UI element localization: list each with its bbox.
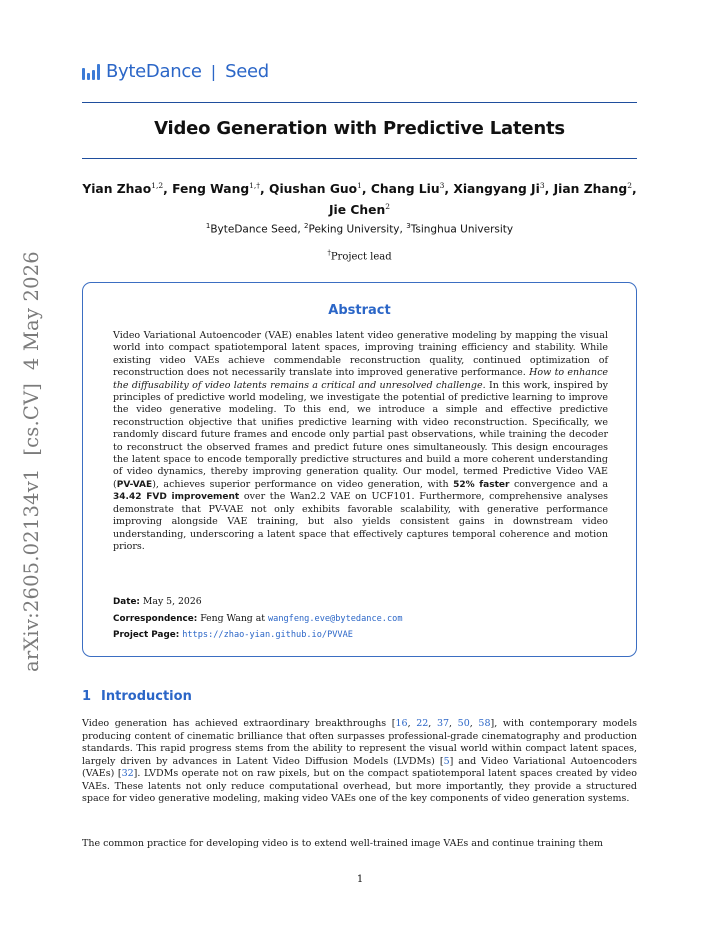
project-page-link[interactable]: https://zhao-yian.github.io/PVVAE	[182, 630, 353, 640]
abstract-sentence: ), achieves superior performance on video generation, with	[152, 478, 454, 490]
affil-mark: 2	[304, 222, 309, 230]
section-title: Introduction	[101, 689, 192, 704]
author-separator: ,	[361, 182, 371, 197]
author-affil-mark: 2	[385, 202, 391, 212]
dagger-mark: †	[327, 249, 331, 257]
author-separator: ,	[632, 182, 637, 197]
author-list	[82, 177, 637, 219]
author-name: Chang Liu	[370, 182, 440, 197]
abstract-box	[82, 282, 637, 657]
author-affil-mark: 1,†	[249, 181, 261, 190]
citation-link[interactable]: 58	[478, 718, 491, 729]
affil-mark: 3	[406, 222, 411, 230]
author-name: Feng Wang	[172, 182, 250, 197]
project-lead-note	[82, 249, 637, 262]
project-lead-text: Project lead	[330, 251, 392, 263]
affil-separator: ,	[297, 223, 305, 236]
intro-paragraph-2: The common practice for developing video is to extend well-trained image VAEs and continue training them	[82, 838, 604, 849]
author-name: Yian Zhao	[82, 182, 152, 197]
intro-text: ]. LVDMs operate not on raw pixels, but on the compact spatiotemporal latent spaces created by video VAEs. These latents not only reduce computational overhead, but more importantly, they provide a structured space for video generative modeling, making video VAEs one of the key components of video generation systems.	[82, 768, 638, 804]
author-affil-mark: 2	[627, 181, 633, 190]
project-page-label: Project Page:	[113, 630, 180, 640]
affiliations	[82, 222, 637, 236]
citation-link[interactable]: 37	[436, 718, 450, 729]
date-line	[113, 594, 403, 611]
project-page-line	[113, 627, 403, 644]
bytedance-seed-logo	[82, 61, 269, 82]
affiliation-name: ByteDance Seed	[210, 223, 298, 236]
correspondence-line	[113, 611, 403, 628]
affil-separator: ,	[399, 223, 407, 236]
correspondence-email-link[interactable]: wangfeng.eve@bytedance.com	[267, 613, 403, 624]
speedup-highlight: 52% faster	[453, 479, 510, 490]
author-affil-mark: 1,2	[151, 181, 164, 190]
abstract-heading: Abstract	[328, 303, 391, 318]
date-label: Date:	[113, 597, 140, 607]
author-separator: ,	[260, 182, 269, 197]
model-name: PV-VAE	[116, 479, 153, 490]
top-rule	[82, 102, 637, 103]
intro-text: Video generation has achieved extraordinary breakthroughs [	[82, 718, 396, 729]
correspondence-label: Correspondence:	[113, 613, 198, 624]
author-affil-mark: 1	[357, 181, 362, 190]
author-separator: ,	[544, 182, 554, 197]
author-affil-mark: 3	[539, 181, 545, 190]
paper-title: Video Generation with Predictive Latents	[154, 118, 565, 139]
paper-meta	[113, 594, 403, 644]
date-value: May 5, 2026	[142, 596, 202, 607]
citation-link[interactable]: 16	[395, 718, 408, 729]
affiliation-name: Peking University	[308, 223, 400, 236]
page-number: 1	[356, 874, 364, 885]
affiliation-name: Tsinghua University	[410, 223, 514, 236]
citation-link[interactable]: 22	[416, 718, 429, 729]
abstract-sentence: over the Wan2.2 VAE on UCF101. Furthermore, comprehensive analyses demonstrate that PV-VAE not only exhibits favorable scalability, with generative performance improving alongside VAE training, but also yields consistent gains in downstream video understanding, underscoring a latent space that effectively captures temporal coherence and motion priors.	[113, 491, 608, 552]
brand-name: ByteDance	[106, 61, 202, 82]
author-name: Jie Chen	[328, 203, 386, 218]
section-heading	[82, 689, 192, 704]
brand-separator: |	[210, 62, 217, 81]
abstract-sentence: convergence and a	[509, 478, 608, 490]
author-name: Jian Zhang	[553, 182, 628, 197]
abstract-italic-sentence: How to enhance the diffusability of video latents remains a critical and unresolved challenge.	[113, 367, 609, 391]
sub-brand-name: Seed	[225, 61, 269, 82]
author-name: Xiangyang Ji	[453, 182, 540, 197]
citation-link[interactable]: 5	[443, 755, 450, 767]
correspondence-name: Feng Wang at	[200, 612, 265, 624]
author-name: Qiushan Guo	[269, 182, 358, 197]
abstract-text	[113, 330, 608, 553]
bytedance-logo-icon	[82, 64, 100, 80]
intro-text: ], with contemporary models producing content of cinematic brilliance that often surpasses professional-grade cinematography and production standards. This rapid progress stems from the ability to represent the visual world within compact latent spaces, largely driven by advances in Latent Video Diffusion Models (LVDMs) [	[82, 718, 638, 767]
citation-link[interactable]: 32	[121, 768, 134, 779]
author-affil-mark: 3	[439, 181, 445, 190]
abstract-sentence: In this work, inspired by principles of predictive world modeling, we investigate the potential of predictive learning to improve the video generative modeling. To this end, we introduce a simple and effective predictive reconstruction objective that unifies predictive learning with video reconstruction. Specifically, we randomly discard future frames and encode only partial past observations, while training the decoder to reconstruct the observed frames and predict future ones simultaneously. This design encourages the latent space to encode temporally predictive structures and build a more coherent understanding of video dynamics, thereby improving generation quality. Our model, termed Predictive Video VAE (	[113, 379, 608, 490]
section-number: 1	[82, 689, 92, 704]
affil-mark: 1	[205, 222, 211, 230]
intro-paragraph-1: Video generation has achieved extraordinary breakthroughs [16, 22, 37, 50, 58], with contemporary models producing content of cinematic brilliance that often surpasses professional-grade cinematography and production standards. This rapid progress stems from the ability to represent the visual world within compact latent spaces, largely driven by advances in Latent Video Diffusion Models (LVDMs) [5] and Video Variational Autoencoders (VAEs) [32]. LVDMs operate not on raw pixels, but on the compact spatiotemporal latent spaces created by video VAEs. These latents not only reduce computational overhead, but more importantly, they provide a structured space for video generative modeling, making video VAEs one of the key components of video generation systems.	[82, 718, 638, 804]
author-separator: ,	[163, 182, 173, 197]
arxiv-identifier: arXiv:2605.02134v1 [cs.CV] 4 May 2026	[20, 251, 43, 672]
citation-link[interactable]: 50	[457, 718, 470, 729]
fvd-highlight: 34.42 FVD improvement	[113, 492, 240, 503]
intro-text: ] and Video Variational Autoencoders (VAEs) [	[82, 755, 638, 779]
author-separator: ,	[444, 182, 454, 197]
title-bottom-rule	[82, 158, 637, 159]
abstract-sentence: Video Variational Autoencoder (VAE) enables latent video generative modeling by mapping the visual world into compact spatiotemporal latent spaces, improving training efficiency and stability. While existing video VAEs achieve commendable reconstruction quality, continued optimization of reconstruction does not necessarily translate into improved generative performance.	[113, 330, 608, 379]
